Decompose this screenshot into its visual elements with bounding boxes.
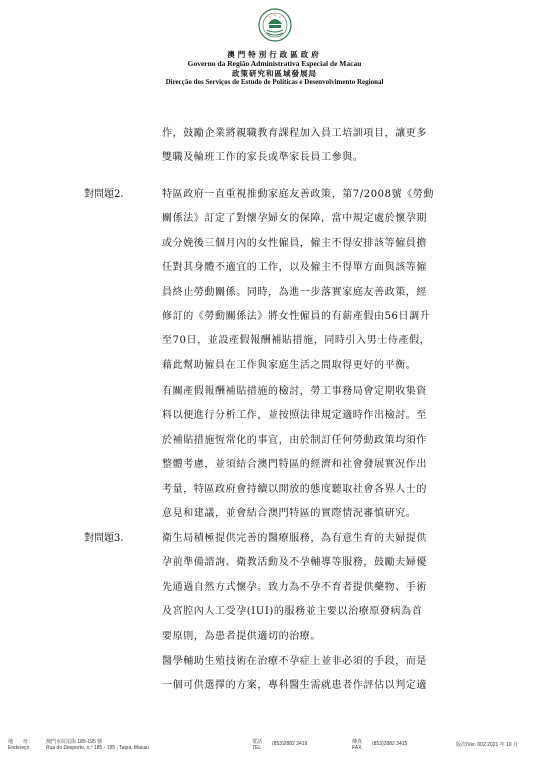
address-label: 地 址： <box>8 739 34 745</box>
address-value-pt: Rua do Desporto, n.º 185 - 195 , Taipa, Macau <box>46 745 149 751</box>
macau-emblem-icon <box>258 8 292 42</box>
text-line: 任對其身體不適宜的工作，以及僱主不得單方面與該等僱 <box>162 262 427 274</box>
phone-label-pt: TEL. <box>252 745 263 751</box>
text-line: 意見和建議，並會結合澳門特區的實際情況審慎研究。 <box>162 508 417 520</box>
text-line: 孕前準備諮詢、衛教活動及不孕輔導等服務，鼓勵夫婦優 <box>162 557 427 569</box>
text-line: 作，鼓勵企業將親職教育課程加入員工培訓項目，讓更多 <box>162 128 427 139</box>
text-line: 或分娩後三個月內的女性僱員，僱主不得安排該等僱員擔 <box>162 237 427 249</box>
answer-2-label: 對問題2. <box>84 189 124 200</box>
dept-name-portuguese: Direcção dos Serviços de Estudo de Políticas e Desenvolvimento Regional <box>165 78 384 87</box>
text-line: 員終止勞動關係。同時，為進一步落實家庭友善政策，經 <box>162 286 427 298</box>
answer-2-paragraph-2 <box>162 380 482 526</box>
text-line: 藉此幫助僱員在工作與家庭生活之間取得更好的平衡。 <box>162 359 417 371</box>
intro-paragraph <box>162 122 482 171</box>
text-line: 及宮腔內人工受孕(IUI)的服務並主要以治療原發病為首 <box>162 606 423 618</box>
document-version: 版次/Ver. 002 2021 年 10 月 <box>456 742 518 748</box>
text-line: 一個可供選擇的方案，專科醫生需就患者作評估以判定適 <box>162 680 427 692</box>
answer-3-paragraph-1 <box>162 527 482 649</box>
letterhead <box>0 8 549 87</box>
org-name-portuguese: Governo da Região Administrativa Especial de Macau <box>187 59 362 69</box>
dept-name-chinese: 政策研究和區域發展局 <box>232 68 317 78</box>
phone-value: (853)2882 3419 <box>272 741 308 747</box>
text-line: 要原則，為患者提供適切的治療。 <box>162 630 321 642</box>
fax-value: (853)2882 3415 <box>372 741 408 747</box>
text-line: 整體考慮，並須結合澳門特區的經濟和社會發展實況作出 <box>162 459 427 471</box>
text-line: 雙職及輪班工作的家長或準家長員工參與。 <box>162 152 364 164</box>
text-line: 先通過自然方式懷孕。致力為不孕不育者提供藥物、手術 <box>162 581 427 593</box>
text-line: 考量，特區政府會持續以開放的態度聽取社會各界人士的 <box>162 483 427 495</box>
answer-3-label: 對問題3. <box>84 533 124 544</box>
address-label-pt: Endereço <box>8 745 30 751</box>
answer-3-paragraph-2 <box>162 650 482 699</box>
fax-label: 傳真 <box>352 739 363 745</box>
answer-2-paragraph-1 <box>162 183 482 378</box>
phone-label: 電話 <box>252 739 263 745</box>
fax-label-pt: FAX. <box>352 745 363 751</box>
text-line: 醫學輔助生殖技術在治療不孕症上並非必須的手段，而是 <box>162 656 427 667</box>
text-line: 衛生局積極提供完善的醫療服務，為有意生育的夫婦提供 <box>162 533 427 544</box>
text-line: 有關產假報酬補貼措施的檢討，勞工事務局會定期收集資 <box>162 386 427 397</box>
org-name-chinese: 澳門特別行政區政府 <box>227 50 322 59</box>
address-value: 澳門水坑尾街 185-195 號 <box>46 739 103 745</box>
text-line: 修訂的《勞動關係法》將女性僱員的有薪產假由56日調升 <box>162 311 431 323</box>
text-line: 關係法》訂定了對懷孕婦女的保障，當中規定處於懷孕期 <box>162 213 427 225</box>
text-line: 於補貼措施恆常化的事宜，由於制訂任何勞動政策均須作 <box>162 434 427 446</box>
text-line: 料以便進行分析工作，並按照法律規定適時作出檢討。至 <box>162 410 427 422</box>
text-line: 特區政府一直重視推動家庭友善政策，第7/2008號《勞動 <box>162 189 434 200</box>
text-line: 至70日，並設產假報酬補貼措施，同時引入男士侍產假， <box>162 335 431 347</box>
